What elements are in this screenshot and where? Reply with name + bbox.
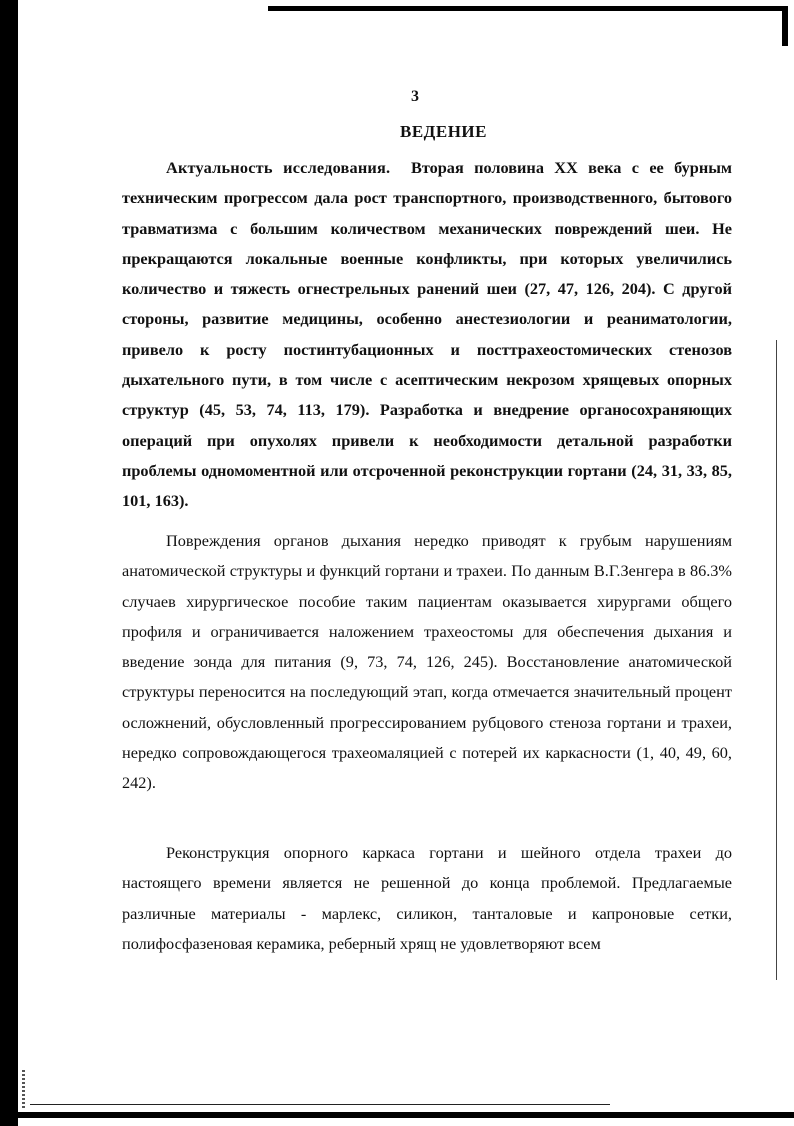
paragraph-title: Актуальность исследования. [166, 158, 391, 177]
scan-right-border [782, 6, 788, 46]
section-heading: ВЕДЕНИЕ [400, 122, 487, 141]
paragraph-text: Реконструкция опорного каркаса гортани и шейного отдела трахеи до настоящего времени является не решенной до конца проблемой. Предлагаемые различные материалы - марлекс, силикон, танталовые и капроновые сетки, полифосфазеновая керамика, реберный хрящ не удовлетворяют всем [122, 843, 732, 953]
paragraph-text: Вторая половина XX века с ее бурным техническим прогрессом дала рост транспортного, производственного, бытового травматизма с большим количеством механических повреждений шеи. Не прекращаются локальные военные конфликты, при которых увеличились количество и тяжесть огнестрельных ранений шеи (27, 47, 126, 204). С другой стороны, развитие медицины, особенно анестезиологии и реаниматологии, привело к росту постинтубационных и посттрахеостомических стенозов дыхательного пути, в том числе с асептическим некрозом хрящевых опорных структур (45, 53, 74, 113, 179). Разработка и внедрение органосохраняющих операций при опухолях привели к необходимости детальной разработки проблемы одномоментной или отсроченной реконструкции гортани (24, 31, 33, 85, 101, 163). [122, 158, 733, 511]
scan-top-border [268, 6, 782, 11]
scan-speck [22, 1070, 25, 1110]
scan-right-edge-line [776, 340, 777, 980]
scan-bottom-border [18, 1112, 794, 1118]
paragraph-relevance [122, 153, 732, 517]
scan-left-border [0, 0, 18, 1126]
paragraph-injuries [122, 526, 732, 799]
page-number: 3 [411, 88, 419, 105]
scan-bottom-edge-line [30, 1104, 610, 1105]
paragraph-reconstruction [122, 838, 732, 959]
paragraph-text: Повреждения органов дыхания нередко приводят к грубым нарушениям анатомической структуры и функций гортани и трахеи. По данным В.Г.Зенгера в 86.3% случаев хирургическое пособие таким пациентам оказывается хирургами общего профиля и ограничивается наложением трахеостомы для обеспечения дыхания и введение зонда для питания (9, 73, 74, 126, 245). Восстановление анатомической структуры переносится на последующий этап, когда отмечается значительный процент осложнений, обусловленный прогрессированием рубцового стеноза гортани и трахеи, нередко сопровождающегося трахеомаляцией с потерей их каркасности (1, 40, 49, 60, 242). [122, 531, 732, 793]
